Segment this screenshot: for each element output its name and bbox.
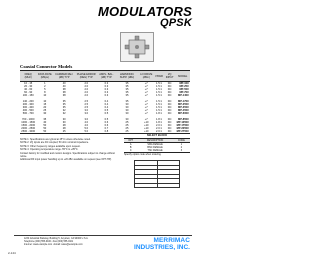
table-cell: 30 [125,103,129,106]
table-cell: 2.0:1 [156,127,162,130]
table-cell: 0.4 [104,103,109,106]
option-title: SELECT BLOCK [146,134,168,137]
table-cell: 1.5:1 [156,88,162,91]
product-photo [120,32,154,62]
table-cell: 5.0 [84,127,89,130]
table-cell: +7 [144,100,148,103]
option-block [124,134,190,156]
blank-grid [134,160,180,188]
model-cell: MP-2250C [176,127,189,130]
option-cell: SMA FEMALE [147,142,163,146]
col-header: DATA RATE (Mbps) [36,71,53,82]
col-header: FREQ (MHz) [20,71,36,82]
option-cell: 2 [180,145,183,149]
table-cell: DC [167,85,172,88]
table-cell: 28 [62,127,66,130]
table-cell: 2.0 [84,82,89,85]
note-line: Contact factory for modified and custom designs. Specifications subject to change without notice. [20,151,115,158]
table-cell: 2.5 [84,106,89,109]
note-line: NOTE 2: I/Q inputs are DC coupled; 50 ohm nominal impedance. [20,141,89,145]
table-cell: 0.5 [104,112,109,115]
table-cell: 1500 - 2000 [21,124,36,127]
table-cell: 1 [44,82,46,85]
table-cell: +7 [144,88,148,91]
table-cell: 10 [43,100,47,103]
table-cell: 2.0 [84,85,89,88]
col-header: I/Q INPUT [164,71,176,82]
option-col-header: CODE [173,138,190,142]
col-header: HARMONIC SUPP. (dBc) [115,71,138,82]
table-cell: 140 - 200 [22,100,34,103]
table-cell: 40 [62,82,66,85]
page-number: 2-144 [8,251,16,255]
table-cell: 2.0:1 [156,124,162,127]
table-cell: DC [167,100,172,103]
table-cell: 0.3 [104,91,109,94]
option-row [124,149,190,153]
table-cell: DC [167,130,172,133]
table-cell: +7 [144,106,148,109]
option-cell: BNC FEMALE [147,145,163,149]
table-cell: 1.5:1 [156,91,162,94]
table-cell: DC [167,106,172,109]
table-cell: 1.5:1 [156,103,162,106]
model-cell: MP-50C [179,88,189,91]
table-cell: +7 [144,85,148,88]
table-cell: 30 [125,112,129,115]
table-cell: 32 [62,112,66,115]
table-cell: 20 [43,106,47,109]
model-cell: MP-1250C [176,121,189,124]
table-cell: 35 [125,85,129,88]
table-cell: 1.5:1 [156,82,162,85]
table-cell: DC [167,127,172,130]
table-cell: 3.0 [84,112,89,115]
table-cell: 32 [62,109,66,112]
col-header: PHASE ERROR (DEG) TYP [75,71,97,82]
table-cell: 400 - 500 [22,109,34,112]
table-cell: +10 [144,121,149,124]
table-cell: 2.5 [84,100,89,103]
table-cell: +10 [144,127,149,130]
table-cell: 38 [62,88,66,91]
title-sub: QPSK [160,17,192,29]
model-cell: MP-450C [178,109,189,112]
table-cell: 4.0 [84,124,89,127]
option-cell: 1 [180,142,183,146]
model-cell: MP-140C [178,94,189,97]
model-cell: MP-170C [178,100,189,103]
table-cell: +7 [144,118,148,121]
table-cell: 0.3 [104,85,109,88]
col-header: MODEL [176,71,190,82]
table-cell: 0.5 [104,118,109,121]
table-cell: 38 [62,91,66,94]
table-cell: 2000 - 2500 [21,127,36,130]
address-line: Internet: www.example.com • Email: sales@example.com [24,243,83,246]
option-cell: A [129,142,132,146]
table-cell: +7 [144,103,148,106]
model-cell: MP-70C [179,91,189,94]
model-cell: MP-600C [178,112,189,115]
address-line: 1234 Industrial Parkway, Building 5, Anytown, CA 90000 U.S.A. [24,238,89,240]
module-illustration [121,33,153,61]
note-line: Additional RF input power handling up to +20 dBm available on request (see OPT-HP). [20,158,112,162]
table-cell: 30 [125,109,129,112]
table-cell: DC [167,91,172,94]
table-cell: DC [167,109,172,112]
col-header: LO DRIVE (dBm) [139,71,154,82]
specs-table [20,70,190,134]
table-cell: DC [167,124,172,127]
model-cell: MP-25C [179,85,189,88]
table-cell: 60 - 90 [24,91,33,94]
table-cell: 20 - 30 [24,85,33,88]
table-cell: 10 - 15 [24,82,33,85]
table-cell: +7 [144,109,148,112]
table-cell: 8 [44,91,46,94]
col-header: CARRIER REJ. (dB) TYP [53,71,75,82]
blank-cell [135,183,158,188]
table-cell: +7 [144,82,148,85]
table-cell: 2.0 [84,94,89,97]
logo-text-top: MERRIMAC [153,237,190,244]
table-cell: 28 [62,124,66,127]
table-cell: 0.3 [104,88,109,91]
table-cell: 40 - 60 [24,88,33,91]
address-line: Telephone (000) 555-0100 • Fax (000) 555-0101 [24,240,74,243]
table-cell: 2.5 [84,103,89,106]
option-cell: B [129,145,132,149]
col-header: VSWR [154,71,164,82]
table-cell: 0.5 [104,109,109,112]
table-cell: 1.8:1 [156,121,162,124]
table-cell: 1000 - 1500 [21,121,36,124]
table-cell: 0.7 [104,127,109,130]
table-cell: 30 [62,121,66,124]
table-cell: 200 - 300 [22,103,34,106]
model-cell: MP-10C [179,82,189,85]
table-cell: 50 [43,124,47,127]
table-cell: 0.4 [104,100,109,103]
table-cell: 2500 - 3000 [21,130,36,133]
table-cell: 25 [62,130,66,133]
table-cell: 30 [62,118,66,121]
table-cell: 10 [43,94,47,97]
table-cell: 5.0 [84,130,89,133]
logo-text-bottom: INDUSTRIES, INC. [134,244,190,251]
section-title: Coaxial Connector Models [20,64,73,69]
footer-address [24,238,124,247]
table-cell: +7 [144,112,148,115]
table-cell: 1.5:1 [156,85,162,88]
option-col-header: OPT [124,138,137,142]
table-cell: 100 - 150 [22,94,34,97]
table-cell: 30 [43,112,47,115]
table-cell: 2 [44,85,46,88]
table-cell: 38 [62,94,66,97]
table-cell: DC [167,94,172,97]
table-cell: 25 [125,124,129,127]
table-cell: 15 [43,103,47,106]
table-cell: 35 [62,103,66,106]
model-cell: MP-1750C [176,124,189,127]
table-cell: 500 - 700 [22,112,34,115]
table-cell: 0.6 [104,121,109,124]
table-cell: 1.8:1 [156,118,162,121]
specs-header-row [20,71,190,82]
table-cell: +7 [144,94,148,97]
note-line: NOTE 4: Operating temperature range -55°C to +85°C. [20,148,79,152]
table-cell: 25 [125,127,129,130]
option-cell: TNC FEMALE [147,148,163,152]
option-col-header: DESCRIPTION [137,138,172,142]
table-cell: DC [167,103,172,106]
table-cell: 0.3 [104,94,109,97]
table-cell: 4.0 [84,121,89,124]
table-cell: DC [167,82,172,85]
note-line: NOTE 3: Other frequency ranges available upon request. [20,144,81,148]
option-cell: 3 [180,148,183,152]
table-cell: 25 [125,121,129,124]
table-cell: 3.0 [84,109,89,112]
model-cell: MP-850C [178,118,189,121]
company-logo [132,237,190,253]
table-cell: 35 [125,94,129,97]
table-cell: 0.4 [104,106,109,109]
option-table [124,138,190,153]
table-cell: 2.0 [84,91,89,94]
table-cell: 35 [125,100,129,103]
table-cell: 0.3 [104,82,109,85]
table-cell: 0.6 [104,124,109,127]
table-cell: 1.5:1 [156,109,162,112]
option-note: Specify option code when ordering. [124,153,162,156]
table-cell: 300 - 400 [22,106,34,109]
table-cell: 35 [62,106,66,109]
table-cell: 25 [125,130,129,133]
table-cell: 1.5:1 [156,100,162,103]
table-cell: 2.0:1 [156,130,162,133]
model-cell: MP-2750C [176,130,189,133]
note-line: NOTE 1: Specifications are typical at 25°C unless otherwise noted. [20,138,91,141]
table-cell: 1.8:1 [156,112,162,115]
blank-cell [157,183,180,188]
specs-body [20,82,190,134]
table-cell: 35 [125,91,129,94]
table-cell: 1.5:1 [156,94,162,97]
notes-block [20,138,116,161]
table-cell: 30 [125,118,129,121]
table-cell: 25 [43,109,47,112]
table-cell: DC [167,88,172,91]
table-cell: 40 [62,85,66,88]
title-main: MODULATORS [98,4,192,19]
table-cell: DC [167,118,172,121]
page-title [98,5,192,29]
blank-row [135,183,180,188]
table-cell: 35 [125,82,129,85]
footer-divider [14,235,192,236]
table-cell: 35 [125,88,129,91]
table-cell: 35 [62,100,66,103]
table-cell: DC [167,121,172,124]
table-cell: 30 [125,106,129,109]
col-header: AMPL. BAL. (dB) TYP [97,71,115,82]
table-cell: 1.5:1 [156,106,162,109]
table-cell: DC [167,112,172,115]
table-cell: +7 [144,91,148,94]
table-cell: +10 [144,130,149,133]
model-cell: MP-350C [178,106,189,109]
table-cell: +10 [144,124,149,127]
option-cell: C [129,148,132,152]
model-cell: MP-250C [178,103,189,106]
table-cell: 3.0 [84,118,89,121]
table-cell: 40 [43,121,47,124]
table-cell: 50 [43,127,47,130]
table-cell: 700 - 1000 [21,118,35,121]
table-cell: 0.8 [104,130,109,133]
table-row [20,130,190,134]
table-cell: 35 [43,118,47,121]
table-cell: 5 [44,88,46,91]
table-cell: 50 [43,130,47,133]
table-cell: 2.0 [84,88,89,91]
